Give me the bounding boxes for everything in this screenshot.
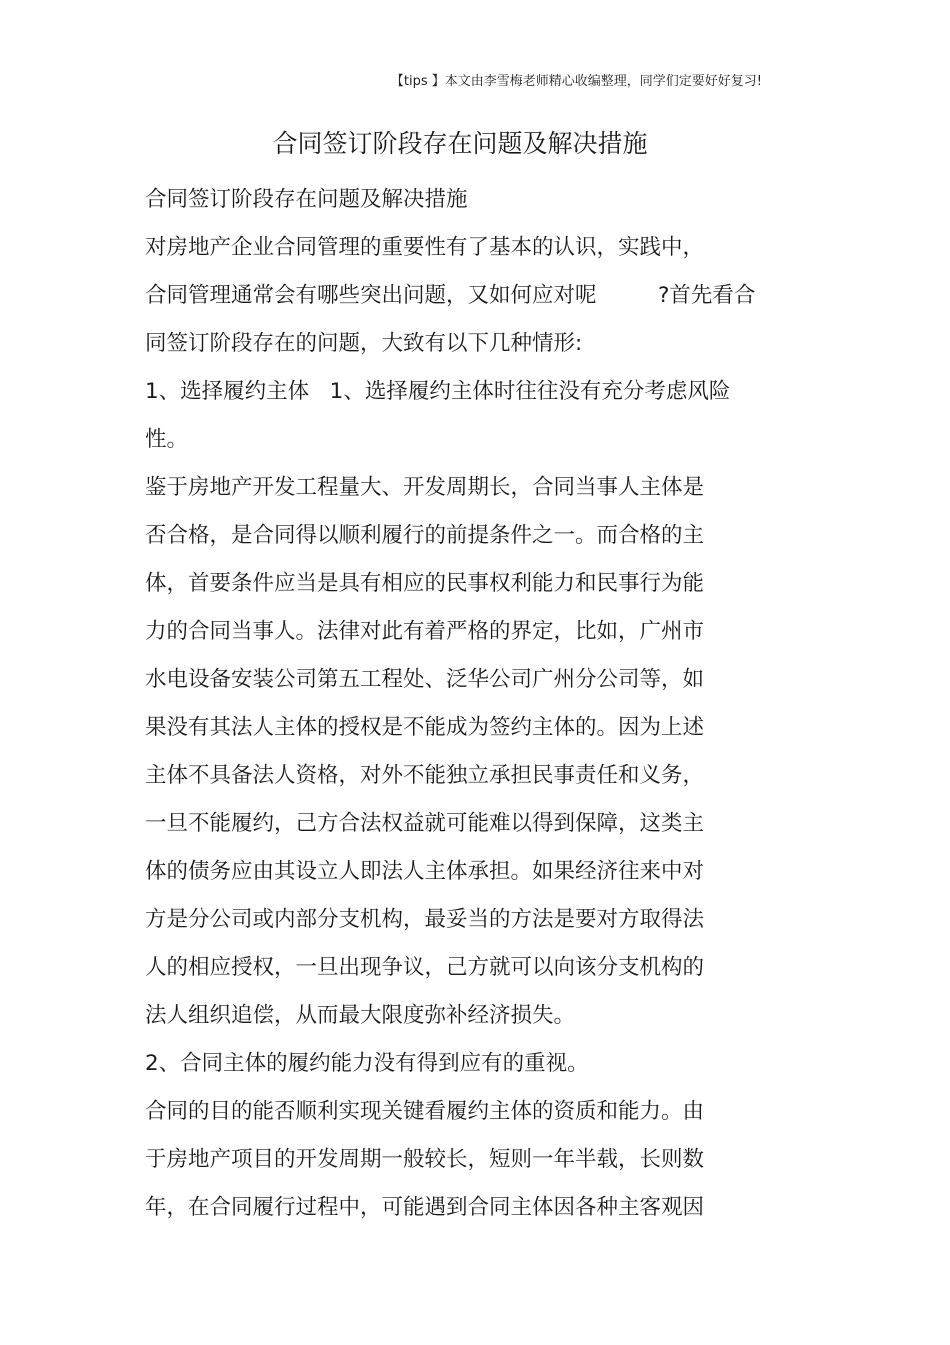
body-line: 1、选择履约主体 1、选择履约主体时往往没有充分考虑风险	[145, 379, 731, 404]
body-line: 法人组织追偿，从而最大限度弥补经济损失。	[145, 1003, 576, 1028]
body-line: 人的相应授权，一旦出现争议，己方就可以向该分支机构的	[145, 955, 705, 980]
body-line: 合同的目的能否顺利实现关键看履约主体的资质和能力。由	[145, 1099, 705, 1124]
body-line: 2、合同主体的履约能力没有得到应有的重视。	[145, 1051, 589, 1076]
body-line: 水电设备安装公司第五工程处、泛华公司广州分公司等，如	[145, 667, 705, 692]
body-line: 对房地产企业合同管理的重要性有了基本的认识，实践中，	[145, 235, 705, 260]
body-line: 体的债务应由其设立人即法人主体承担。如果经济往来中对	[145, 859, 705, 884]
body-line: 同签订阶段存在的问题，大致有以下几种情形:	[145, 331, 583, 356]
body-line: 果没有其法人主体的授权是不能成为签约主体的。因为上述	[145, 715, 705, 740]
body-line: 主体不具备法人资格，对外不能独立承担民事责任和义务，	[145, 763, 705, 788]
body-line: 鉴于房地产开发工程量大、开发周期长，合同当事人主体是	[145, 475, 705, 500]
body-line: 力的合同当事人。法律对此有着严格的界定，比如，广州市	[145, 619, 705, 644]
header-tips: 【tips 】本文由李雪梅老师精心收编整理，同学们定要好好复习!	[390, 74, 762, 89]
body-line: 于房地产项目的开发周期一般较长，短则一年半载，长则数	[145, 1147, 705, 1172]
body-line: 合同签订阶段存在问题及解决措施	[145, 187, 468, 212]
body-line: 合同管理通常会有哪些突出问题，又如何应对呢 ?首先看合	[145, 283, 756, 308]
body-line: 方是分公司或内部分支机构，最妥当的方法是要对方取得法	[145, 907, 705, 932]
body-line: 体，首要条件应当是具有相应的民事权利能力和民事行为能	[145, 571, 705, 596]
document-body	[145, 176, 805, 1232]
body-line: 否合格，是合同得以顺利履行的前提条件之一。而合格的主	[145, 523, 705, 548]
body-line: 性。	[145, 427, 189, 452]
body-line: 年，在合同履行过程中，可能遇到合同主体因各种主客观因	[145, 1195, 705, 1220]
body-line: 一旦不能履约，己方合法权益就可能难以得到保障，这类主	[145, 811, 705, 836]
document-title: 合同签订阶段存在问题及解决措施	[272, 129, 648, 158]
